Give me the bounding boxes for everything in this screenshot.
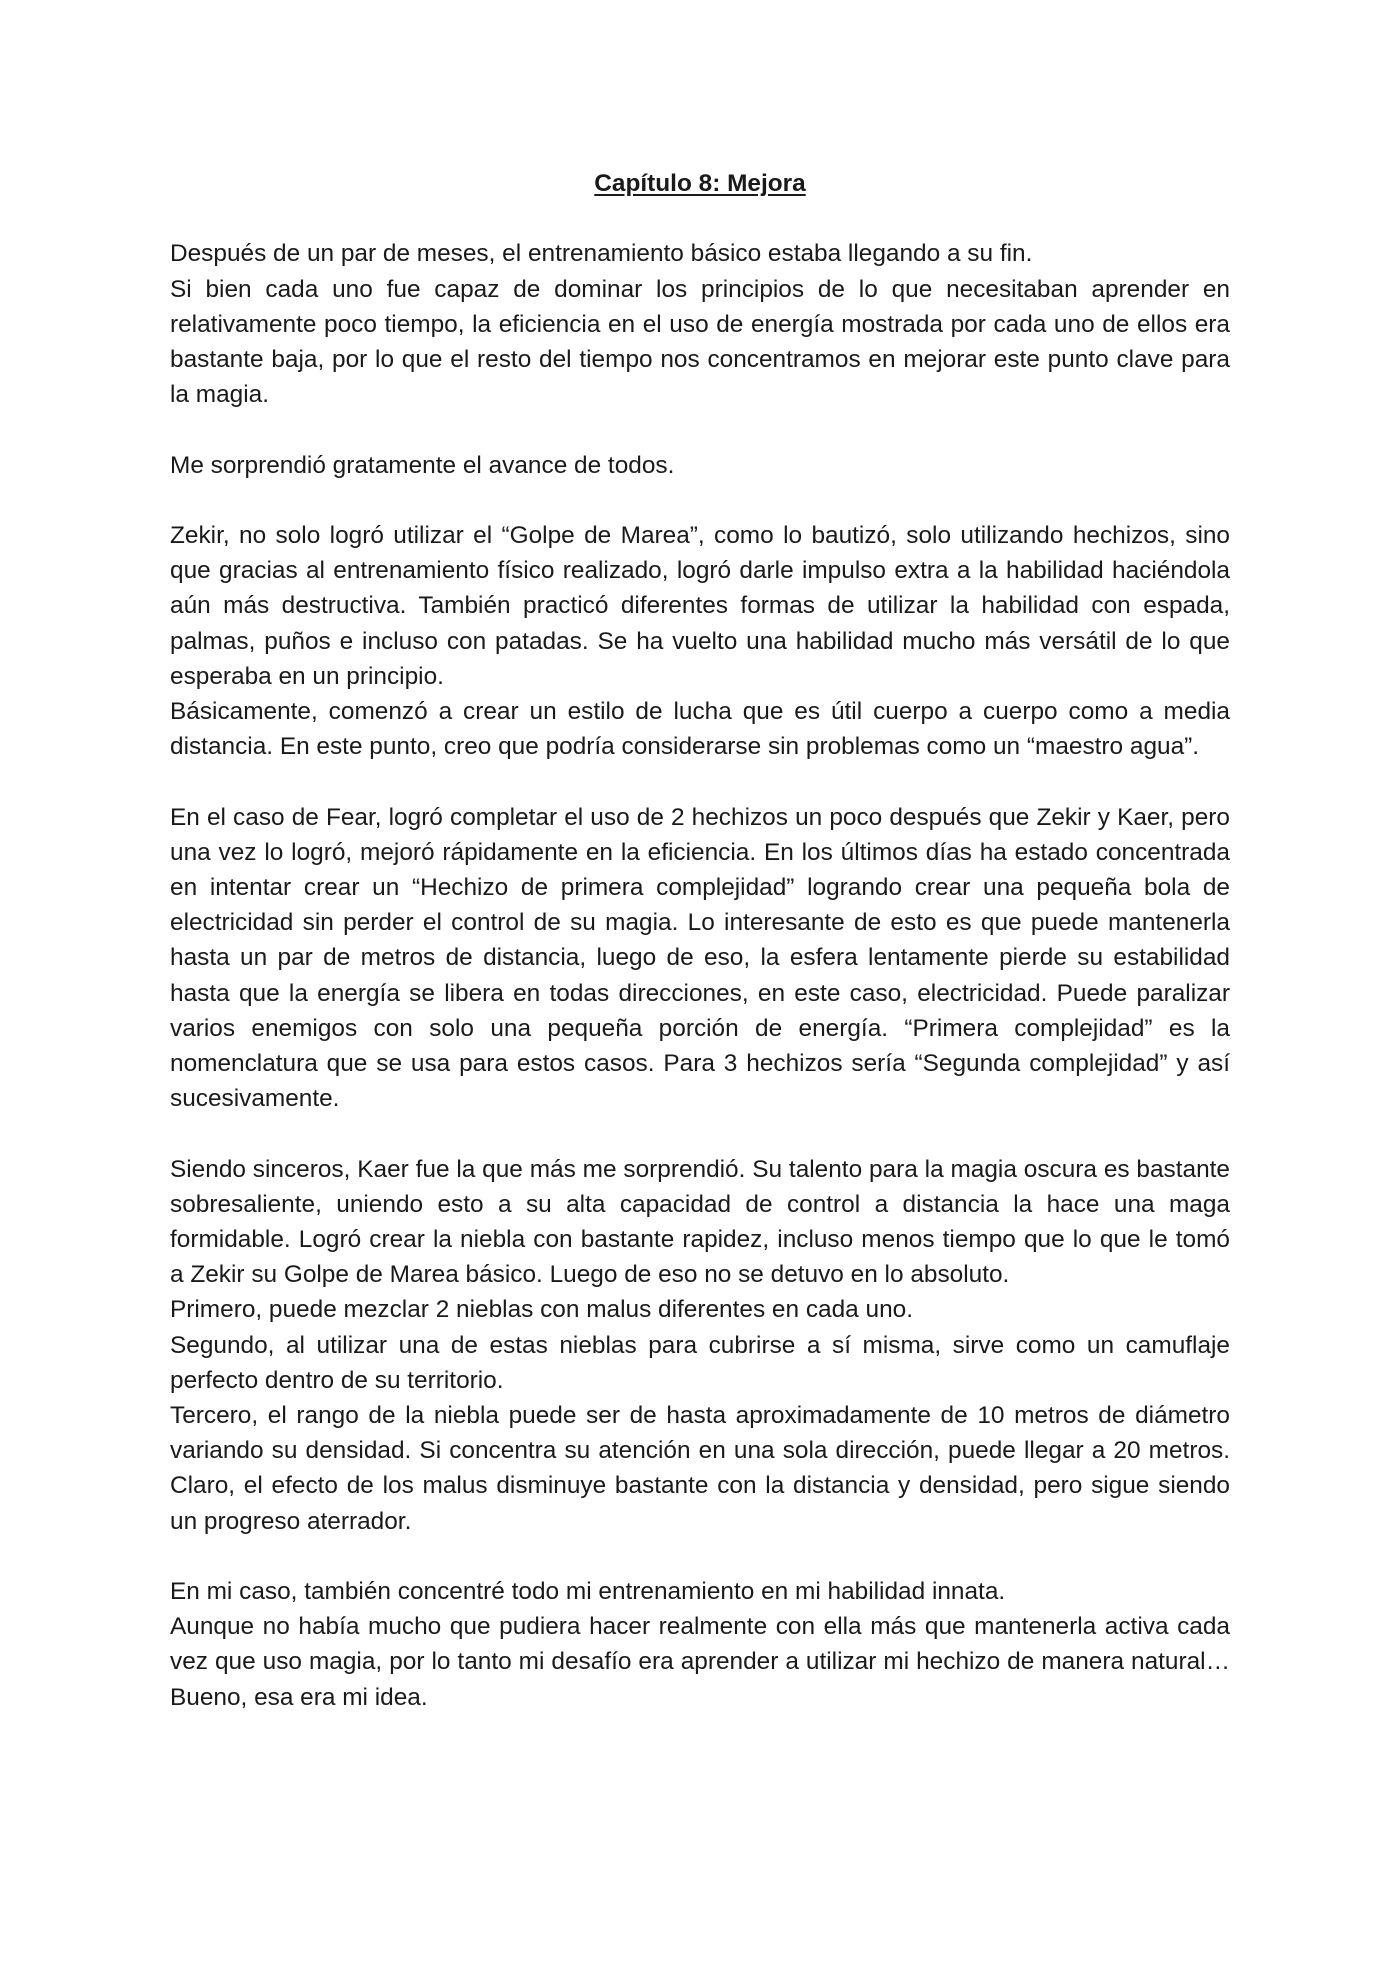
paragraph-5 bbox=[170, 1152, 1230, 1539]
paragraph-line: En el caso de Fear, logró completar el uso de 2 hechizos un poco después que Zekir y Kaer, pero una vez lo logró, mejoró rápidamente en la eficiencia. En los últimos días ha estado concentrada en intentar crear un “Hechizo de primera complejidad” logrando crear una pequeña bola de electricidad sin perder el control de su magia. Lo interesante de esto es que puede mantenerla hasta un par de metros de distancia, luego de eso, la esfera lentamente pierde su estabilidad hasta que la energía se libera en todas direcciones, en este caso, electricidad. Puede paralizar varios enemigos con solo una pequeña porción de energía. “Primera complejidad” es la nomenclatura que se usa para estos casos. Para 3 hechizos sería “Segunda complejidad” y así sucesivamente. bbox=[170, 803, 1230, 1113]
paragraph-line: Primero, puede mezclar 2 nieblas con malus diferentes en cada uno. bbox=[170, 1296, 913, 1324]
chapter-title: Capítulo 8: Mejora bbox=[594, 170, 806, 197]
paragraph-line: Aunque no había mucho que pudiera hacer realmente con ella más que mantenerla activa cada vez que uso magia, por lo tanto mi desafío era aprender a utilizar mi hechizo de manera natural… Bueno, esa era mi idea. bbox=[170, 1613, 1230, 1711]
paragraph-6 bbox=[170, 1574, 1230, 1715]
paragraph-line: En mi caso, también concentré todo mi entrenamiento en mi habilidad innata. bbox=[170, 1578, 1006, 1606]
paragraph-1 bbox=[170, 236, 1230, 412]
paragraph-4 bbox=[170, 800, 1230, 1117]
paragraph-line: Segundo, al utilizar una de estas nieblas para cubrirse a sí misma, sirve como un camuflaje perfecto dentro de su territorio. bbox=[170, 1331, 1230, 1394]
paragraph-line: Zekir, no solo logró utilizar el “Golpe de Marea”, como lo bautizó, solo utilizando hechizos, sino que gracias al entrenamiento físico realizado, logró darle impulso extra a la habilidad haciéndola aún más destructiva. También practicó diferentes formas de utilizar la habilidad con espada, palmas, puños e incluso con patadas. Se ha vuelto una habilidad mucho más versátil de lo que esperaba en un principio. bbox=[170, 521, 1230, 690]
paragraph-3 bbox=[170, 518, 1230, 764]
paragraph-line: Siendo sinceros, Kaer fue la que más me sorprendió. Su talento para la magia oscura es bastante sobresaliente, uniendo esto a su alta capacidad de control a distancia la hace una maga formidable. Logró crear la niebla con bastante rapidez, incluso menos tiempo que lo que le tomó a Zekir su Golpe de Marea básico. Luego de eso no se detuvo en lo absoluto. bbox=[170, 1155, 1230, 1289]
paragraph-line: Me sorprendió gratamente el avance de todos. bbox=[170, 451, 675, 479]
paragraph-line: Básicamente, comenzó a crear un estilo de lucha que es útil cuerpo a cuerpo como a media distancia. En este punto, creo que podría considerarse sin problemas como un “maestro agua”. bbox=[170, 698, 1230, 761]
document-body bbox=[170, 166, 1230, 1715]
paragraph-2 bbox=[170, 448, 1230, 483]
paragraph-line: Después de un par de meses, el entrenamiento básico estaba llegando a su fin. bbox=[170, 240, 1033, 268]
paragraph-line: Tercero, el rango de la niebla puede ser de hasta aproximadamente de 10 metros de diámetro variando su densidad. Si concentra su atención en una sola dirección, puede llegar a 20 metros. Claro, el efecto de los malus disminuye bastante con la distancia y densidad, pero sigue siendo un progreso aterrador. bbox=[170, 1402, 1230, 1535]
paragraph-line: Si bien cada uno fue capaz de dominar los principios de lo que necesitaban aprender en relativamente poco tiempo, la eficiencia en el uso de energía mostrada por cada uno de ellos era bastante baja, por lo que el resto del tiempo nos concentramos en mejorar este punto clave para la magia. bbox=[170, 275, 1230, 409]
